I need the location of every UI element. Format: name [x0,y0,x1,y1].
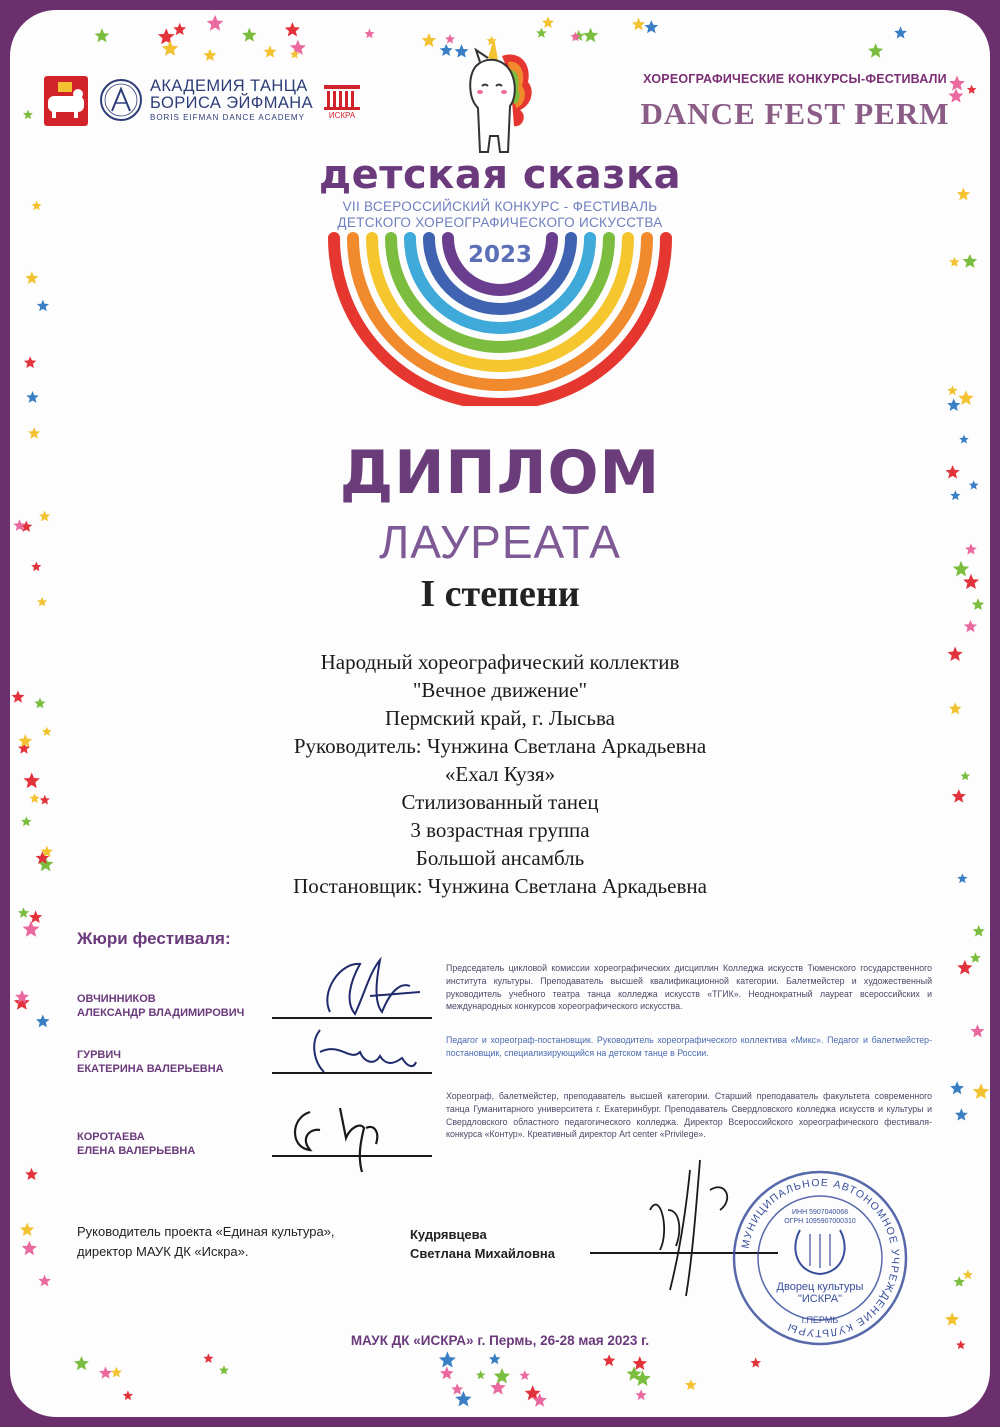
star-icon [440,1366,454,1379]
star-icon [74,1356,89,1370]
star-icon [894,26,907,38]
star-icon [970,952,981,963]
stamp-inn: ИНН 5907040068 [791,1209,849,1216]
award-line: Постановщик: Чунжина Светлана Аркадьевна [293,874,707,898]
star-icon [542,17,554,28]
star-icon [945,1312,959,1326]
star-icon [95,28,110,42]
star-icon [959,435,969,444]
jury-given-name: ЕКАТЕРИНА ВАЛЕРЬЕВНА [77,1063,224,1075]
star-icon [952,789,966,803]
star-icon [203,1353,213,1363]
star-icon [972,598,984,610]
star-icon [219,1365,229,1374]
stamp-ogrn: ОГРН 1095907000310 [784,1218,856,1225]
star-icon [364,29,374,39]
star-icon [99,1366,112,1378]
star-icon [950,490,960,500]
star-icon [963,574,979,589]
star-icon [957,960,972,975]
star-icon [242,28,257,42]
star-icon [969,480,979,489]
star-icon [204,49,217,61]
star-icon [24,356,37,368]
star-icon [32,201,42,211]
star-icon [956,1340,966,1349]
iskra-building-icon [322,81,362,111]
iskra-caption: ИСКРА [328,111,356,120]
star-icon [868,43,883,57]
director-name [410,1225,555,1263]
star-icon [958,390,974,405]
director-role [77,1222,335,1262]
jury-member-name [77,1048,277,1076]
jury-description: Хореограф, балетмейстер, преподаватель высшей категории. Старший преподаватель факультета современного танца Гуманитарного университета г. Екатеринбург. Преподаватель Свердловского колледжа искусств и культуры и Свердловского областного педагогического колледжа. Директор Всероссийского хореографического фестиваля- конкурса «Контур». Креативный директор Art center «Privilege». [446,1091,932,1140]
star-icon [22,1241,37,1256]
star-icon [38,1275,50,1287]
laureate-subtitle: ЛАУРЕАТА [379,516,621,568]
star-icon [24,773,40,789]
award-line: Руководитель: Чунжина Светлана Аркадьевна [293,734,707,758]
star-icon [967,85,977,94]
star-icon [957,188,970,201]
award-line: Большой ансамбль [415,846,585,870]
star-icon [162,40,178,56]
jury-heading: Жюри фестиваля: [77,929,231,948]
eifman-academy-logo-icon [100,79,142,121]
star-icon [947,385,957,395]
star-icon [965,543,977,554]
star-icon [111,1367,122,1378]
award-line: Стилизованный танец [401,790,599,814]
diploma-title: ДИПЛОМ [339,438,661,508]
academy-line-1: АКАДЕМИЯ ТАНЦА [150,77,308,95]
star-icon [30,793,40,803]
star-icon [451,1383,463,1394]
star-icon [290,40,306,55]
star-icon [644,20,658,33]
perm-coat-of-arms-icon [44,76,88,126]
stamp-center-line-2: "ИСКРА" [797,1293,843,1305]
unicorn-mascot-icon [458,36,540,156]
jury-given-name: АЛЕКСАНДР ВЛАДИМИРОВИЧ [77,1007,245,1019]
star-icon [39,511,50,522]
festival-subtitle-line-1: VII ВСЕРОССИЙСКИЙ КОНКУРС - ФЕСТИВАЛЬ [342,199,658,214]
signature-3 [280,1098,410,1178]
director-surname: Кудрявцева [410,1227,487,1242]
signature-1 [310,952,430,1032]
star-icon [25,1168,38,1180]
star-icon [123,1390,133,1400]
signature-2 [290,1022,420,1082]
star-icon [439,1351,456,1367]
star-icon [957,873,967,883]
director-given-name: Светлана Михайловна [410,1246,556,1261]
star-icon [953,561,969,577]
star-icon [494,1368,510,1383]
star-icon [948,647,963,662]
jury-member-name [77,992,277,1020]
star-icon [950,1081,964,1094]
director-signature [630,1150,740,1300]
star-icon [963,1270,973,1280]
director-role-line-2: директор МАУК ДК «Искра». [77,1244,249,1259]
star-icon [947,398,960,411]
dance-fest-perm-title: DANCE FEST PERM [640,96,950,131]
star-icon [28,427,40,439]
star-icon [971,1024,985,1037]
jury-surname: КОРОТАЕВА [77,1131,145,1143]
star-icon [26,391,39,403]
star-icon [520,1370,531,1380]
star-icon [946,465,960,479]
award-details [150,648,850,900]
star-icon [34,698,45,709]
star-icon [31,562,41,572]
star-icon [750,1357,761,1367]
award-line: Народный хореографический коллектив [320,650,680,674]
eifman-academy-name [150,78,313,123]
star-icon [440,44,453,56]
star-icon [949,257,960,267]
star-icon [685,1379,697,1390]
stamp-center-line-1: Дворец культуры [776,1281,864,1293]
jury-description: Педагог и хореограф-постановщик. Руководитель хореографического коллектива «Микс». Педагог и балетмейстер-постановщик, специализирующийся на детском танце в России. [446,1035,932,1058]
star-icon [954,1276,965,1287]
footer-venue-date: МАУК ДК «ИСКРА» г. Пермь, 26-28 мая 2023 г. [350,1333,650,1348]
star-icon [963,254,978,268]
star-icon [489,1353,501,1364]
iskra-logo [322,81,362,125]
jury-surname: ГУРВИЧ [77,1049,121,1061]
star-icon [632,18,645,31]
festival-subtitle-line-2: ДЕТСКОГО ХОРЕОГРАФИЧЕСКОГО ИСКУССТВА [337,215,663,230]
star-icon [583,28,598,43]
jury-description: Председатель цикловой комиссии хореографических дисциплин Колледжа искусств Тюменского государственного института культуры. Преподаватель высшей квалификационной категории. Балетмейстер и художественный руководитель учебного театра танца колледжа искусств «ТГИК». Неоднократный лауреат всероссийских и международных конкурсов хореографического искусства. [446,963,932,1012]
award-line: «Ехал Кузя» [444,762,556,786]
star-icon [25,271,38,284]
star-icon [21,816,32,826]
jury-member-name [77,1130,277,1158]
academy-line-2: БОРИСА ЭЙФМАНА [150,94,314,112]
festival-title: детская сказка [318,152,682,198]
academy-line-3: BORIS EIFMAN DANCE ACADEMY [150,113,305,122]
star-icon [37,300,49,312]
star-icon [285,22,300,36]
star-icon [40,795,50,805]
star-icon [964,620,977,632]
star-icon [949,702,962,714]
award-line: 3 возрастная группа [410,818,590,842]
star-icon [264,45,277,57]
star-icon [445,34,455,44]
star-icon [23,110,33,120]
official-stamp [730,1168,910,1348]
degree-label: I степени [420,573,580,615]
stamp-ring-text: МУНИЦИПАЛЬНОЕ АВТОНОМНОЕ УЧРЕЖДЕНИЕ КУЛЬТУРЫ [739,1176,902,1340]
star-icon [603,1354,616,1366]
jury-given-name: ЕЛЕНА ВАЛЕРЬЕВНА [77,1145,196,1157]
star-icon [23,921,40,937]
star-icon [961,771,971,780]
star-icon [207,15,224,31]
star-icon [973,1083,990,1099]
award-line: "Вечное движение" [412,678,588,702]
stamp-city: г.ПЕРМЬ [801,1315,839,1325]
star-icon [42,727,52,736]
director-role-line-1: Руководитель проекта «Единая культура», [77,1224,335,1239]
star-icon [18,734,32,747]
star-icon [36,1015,50,1028]
star-icon [476,1370,486,1379]
jury-surname: ОВЧИННИКОВ [77,993,156,1005]
star-icon [18,907,29,918]
star-icon [973,925,985,937]
star-icon [636,1389,647,1400]
festival-subtitle [300,199,700,231]
star-icon [955,1108,968,1120]
star-icon [455,1391,471,1407]
star-icon [20,1223,34,1236]
award-line: Пермский край, г. Лысьва [385,706,615,730]
star-icon [158,28,175,44]
festivals-subtitle: ХОРЕОГРАФИЧЕСКИЕ КОНКУРСЫ-ФЕСТИВАЛИ [643,72,947,86]
star-icon [37,597,47,607]
festival-year: 2023 [467,242,532,268]
star-icon [422,33,437,47]
star-icon [12,690,25,702]
star-icon [173,23,186,35]
